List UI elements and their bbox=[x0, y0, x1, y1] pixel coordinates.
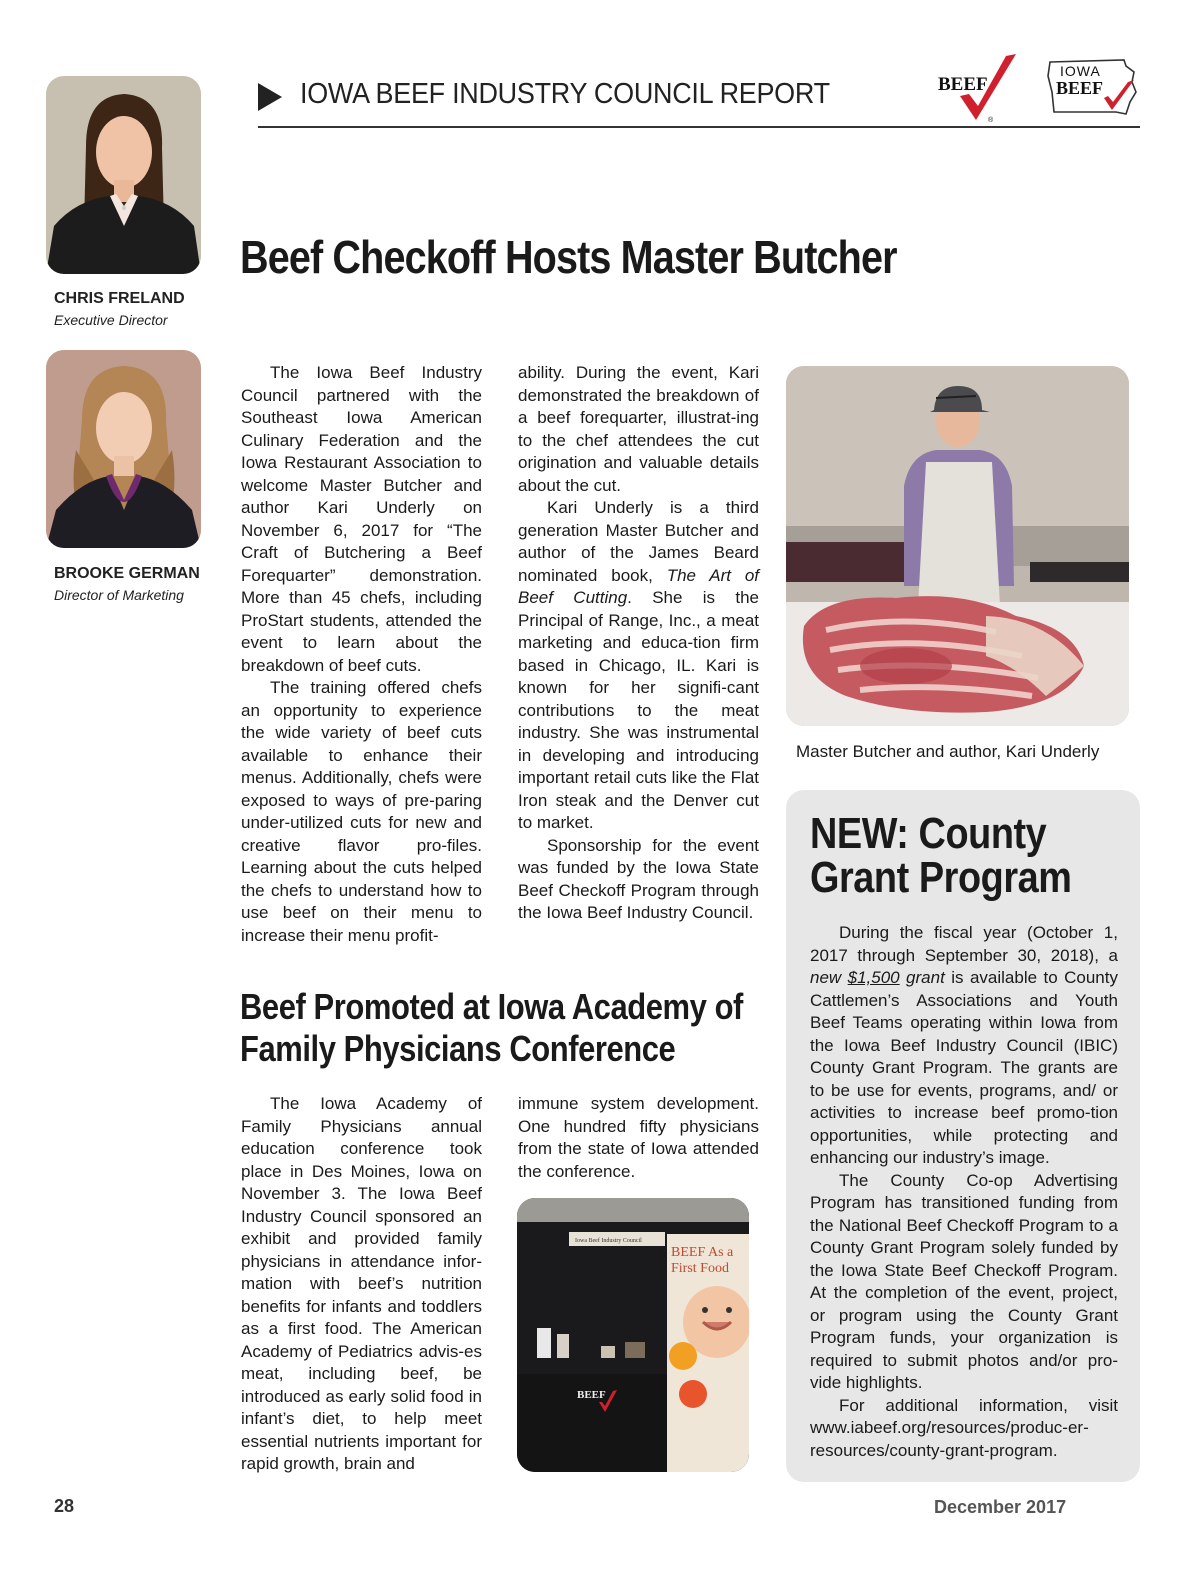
staff-name: BROOKE GERMAN bbox=[54, 565, 200, 582]
article1-text: Kari Underly is a third generation Master Butcher and author of the James Beard nominated book, bbox=[518, 498, 759, 585]
grant-word: grant bbox=[899, 968, 945, 987]
conference-booth-photo bbox=[517, 1198, 749, 1472]
grant-title-line: Grant Program bbox=[810, 853, 1072, 902]
photo-caption: Master Butcher and author, Kari Underly bbox=[796, 742, 1100, 761]
staff-title: Director of Marketing bbox=[54, 587, 184, 603]
grant-text: During the fiscal year (October 1, 2017 through September 30, 2018), a bbox=[810, 923, 1118, 965]
grant-paragraph: For additional information, visit www.iabeef.org/resources/produc-er-resources/county-grant-program. bbox=[810, 1395, 1118, 1460]
article1-paragraph: Sponsorship for the event was funded by the Iowa State Beef Checkoff Program through the Iowa Beef Industry Council. bbox=[518, 835, 759, 922]
header-rule bbox=[258, 126, 1140, 128]
staff-name: CHRIS FRELAND bbox=[54, 290, 185, 307]
article2-column-2 bbox=[518, 1093, 759, 1183]
article2-title-line: Beef Promoted at Iowa Academy of bbox=[240, 986, 743, 1027]
article2-column-1 bbox=[241, 1093, 482, 1476]
grant-title-line: NEW: County bbox=[810, 809, 1047, 858]
article1-paragraph: The Iowa Beef Industry Council partnered with the Southeast Iowa American Culinary Federation and the Iowa Restaurant Association to welcome Master Butcher and author Kari Underly on November 6, 2017 for “The Craft of Butchering a Beef Forequarter” demonstration. More than 45 chefs, including ProStart students, attended the event to learn about the breakdown of beef cuts. bbox=[241, 363, 482, 675]
article1-text: . She is the Principal of Range, Inc., a meat marketing and educa-tion firm based in Chicago, IL. Kari is known for her signifi-cant contributions to the meat industry. She was instrumental in developing and introducing important retail cuts like the Flat Iron steak and the Denver cut to market. bbox=[518, 588, 759, 832]
header-title: IOWA BEEF INDUSTRY COUNCIL REPORT bbox=[300, 78, 830, 110]
booth-banner-line: First Food bbox=[671, 1261, 729, 1276]
grant-new: new bbox=[810, 968, 848, 987]
grant-emphasis bbox=[810, 968, 945, 987]
grant-paragraph: The County Co-op Advertising Program has transitioned funding from the National Beef Checkoff Program to a County Grant Program solely funded by the Iowa State Beef Checkoff Program. At the completion of the event, project, or program using the County Grant Program funds, your organization is required to submit photos and/or pro-vide highlights. bbox=[810, 1170, 1118, 1392]
article2-paragraph: immune system development. One hundred fifty physicians from the state of Iowa attended the conference. bbox=[518, 1094, 759, 1181]
grant-text: is available to County Cattlemen’s Associations and Youth Beef Teams operating within Iowa from the Iowa Beef Industry Council (IBIC) County Grant Program. The grants are to be use for events, programs, and/ or activities to increase beef promo-tion opportunities, while protecting and enhancing our industry’s image. bbox=[810, 968, 1118, 1167]
grant-title bbox=[810, 809, 1072, 902]
article2-title-line: Family Physicians Conference bbox=[240, 1028, 676, 1069]
booth-sign-text: Iowa Beef Industry Council bbox=[575, 1238, 642, 1244]
grant-amount: $1,500 bbox=[847, 968, 900, 987]
iowa-logo-line2: BEEF bbox=[1056, 78, 1104, 98]
article1-title: Beef Checkoff Hosts Master Butcher bbox=[240, 231, 897, 283]
booth-logo-text: BEEF bbox=[577, 1389, 606, 1401]
iowa-beef-logo bbox=[1046, 52, 1142, 120]
article1-column-1 bbox=[241, 362, 482, 947]
beef-logo-text: BEEF bbox=[938, 74, 988, 95]
article2-title bbox=[240, 986, 743, 1070]
article1-paragraph: The training offered chefs an opportunity to experience the wide variety of beef cuts available to enhance their menus. Additionally, chefs were exposed to ways of pre-paring under-utilized cuts for new and creative flavor pro-files. Learning about the cuts helped the chefs to understand how to use beef on their menu to increase their menu profit- bbox=[241, 678, 482, 945]
header-arrow-icon bbox=[258, 83, 282, 111]
brooke-german-photo bbox=[46, 350, 201, 548]
issue-date: December 2017 bbox=[934, 1497, 1067, 1517]
staff-title: Executive Director bbox=[54, 312, 168, 328]
iowa-logo-line1: IOWA bbox=[1060, 63, 1101, 79]
article1-paragraph bbox=[518, 497, 759, 835]
page-number: 28 bbox=[54, 1496, 75, 1516]
booth-banner-line: BEEF As a bbox=[671, 1245, 734, 1260]
grant-body bbox=[810, 922, 1118, 1462]
book-title: The Art of Beef Cutting bbox=[518, 565, 759, 607]
article1-column-2 bbox=[518, 362, 759, 925]
beef-checkoff-logo bbox=[936, 50, 1020, 124]
article2-paragraph: The Iowa Academy of Family Physicians annual education conference took place in Des Moines, Iowa on November 3. The Iowa Beef Industry Council sponsored an exhibit and provided family physicians in attendance infor-mation with beef’s nutrition benefits for infants and toddlers as a first food. The American Academy of Pediatrics advis-es meat, including beef, be introduced as early solid food in infant’s diet, to help meet essential nutrients important for rapid growth, brain and bbox=[241, 1094, 482, 1473]
chris-freland-photo bbox=[46, 76, 201, 274]
article1-paragraph: ability. During the event, Kari demonstrated the breakdown of a beef forequarter, illustrat-ing to the chef attendees the cut origination and valuable details about the cut. bbox=[518, 363, 759, 495]
svg-text:®: ® bbox=[988, 117, 994, 124]
kari-underly-photo bbox=[786, 366, 1129, 726]
grant-paragraph bbox=[810, 922, 1118, 1170]
